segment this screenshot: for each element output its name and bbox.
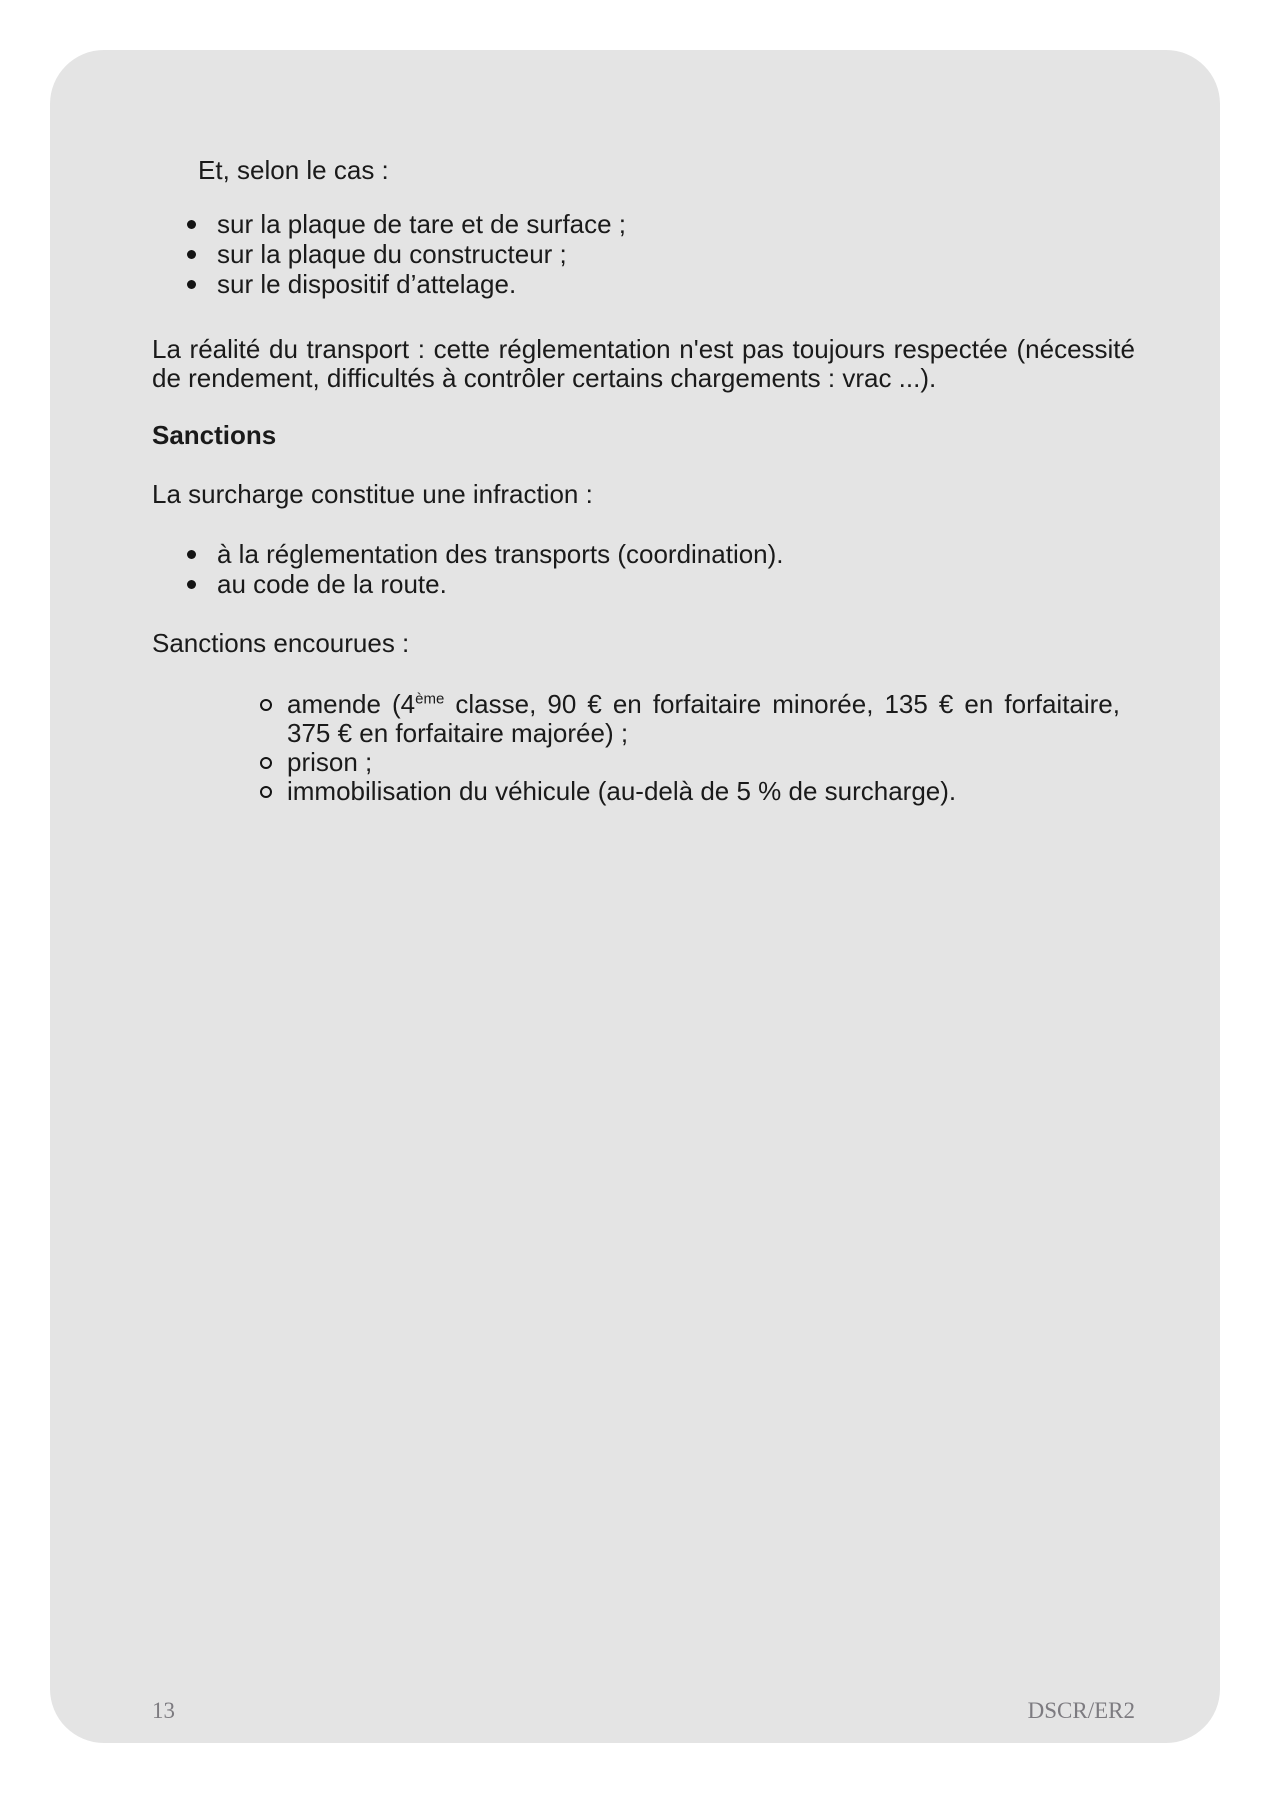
list-item-text: immobilisation du véhicule (au-delà de 5 % de surcharge). — [287, 776, 957, 806]
intro-line: Et, selon le cas : — [198, 155, 389, 185]
bullet-list-sanctions — [152, 690, 1135, 806]
list-item — [185, 209, 1135, 239]
paragraph-reality — [152, 335, 1135, 393]
page-content — [50, 50, 1220, 806]
bullet-dot-icon — [185, 239, 217, 269]
amende-rest: classe, 90 € en forfaitaire minorée, 135 € en forfaitaire, — [444, 689, 1120, 719]
paragraph-infraction: La surcharge constitue une infraction : — [152, 479, 593, 509]
list-item — [185, 239, 1135, 269]
circle-bullet-icon — [259, 690, 287, 748]
bullet-dot-icon — [185, 209, 217, 239]
page-footer — [152, 1698, 1135, 1724]
list-item-amende — [259, 690, 1135, 748]
bullet-dot-icon — [185, 539, 217, 569]
list-item-text: sur la plaque de tare et de surface ; — [217, 209, 627, 239]
page-number: 13 — [152, 1698, 175, 1723]
list-item-immobilisation — [259, 777, 1135, 806]
list-item — [185, 269, 1135, 299]
paragraph-line: La réalité du transport : cette réglementation n'est pas toujours respectée (nécessité — [152, 334, 1135, 364]
ordinal-superscript: ème — [415, 690, 445, 708]
amende-line-1 — [287, 690, 1120, 719]
list-item — [185, 539, 1135, 569]
list-item-text: sur la plaque du constructeur ; — [217, 239, 567, 269]
circle-bullet-icon — [259, 777, 287, 806]
amende-text — [287, 690, 1120, 748]
bullet-list-infraction — [152, 539, 1135, 599]
circle-bullet-icon — [259, 748, 287, 777]
heading-sanctions: Sanctions — [152, 420, 277, 450]
paragraph-line: de rendement, difficultés à contrôler certains chargements : vrac ...). — [152, 363, 937, 393]
list-item-text: prison ; — [287, 747, 373, 777]
bullet-dot-icon — [185, 569, 217, 599]
document-page — [50, 50, 1220, 1743]
bullet-list-plaques — [152, 209, 1135, 299]
list-item-prison — [259, 748, 1135, 777]
amende-line-2: 375 € en forfaitaire majorée) ; — [287, 718, 629, 748]
doc-reference: DSCR/ER2 — [1027, 1698, 1135, 1723]
list-item — [185, 569, 1135, 599]
list-item-text: au code de la route. — [217, 569, 447, 599]
list-item-text: à la réglementation des transports (coordination). — [217, 539, 784, 569]
paragraph-encourues: Sanctions encourues : — [152, 628, 410, 658]
amende-prefix: amende (4 — [287, 689, 416, 719]
list-item-text: sur le dispositif d’attelage. — [217, 269, 517, 299]
bullet-dot-icon — [185, 269, 217, 299]
